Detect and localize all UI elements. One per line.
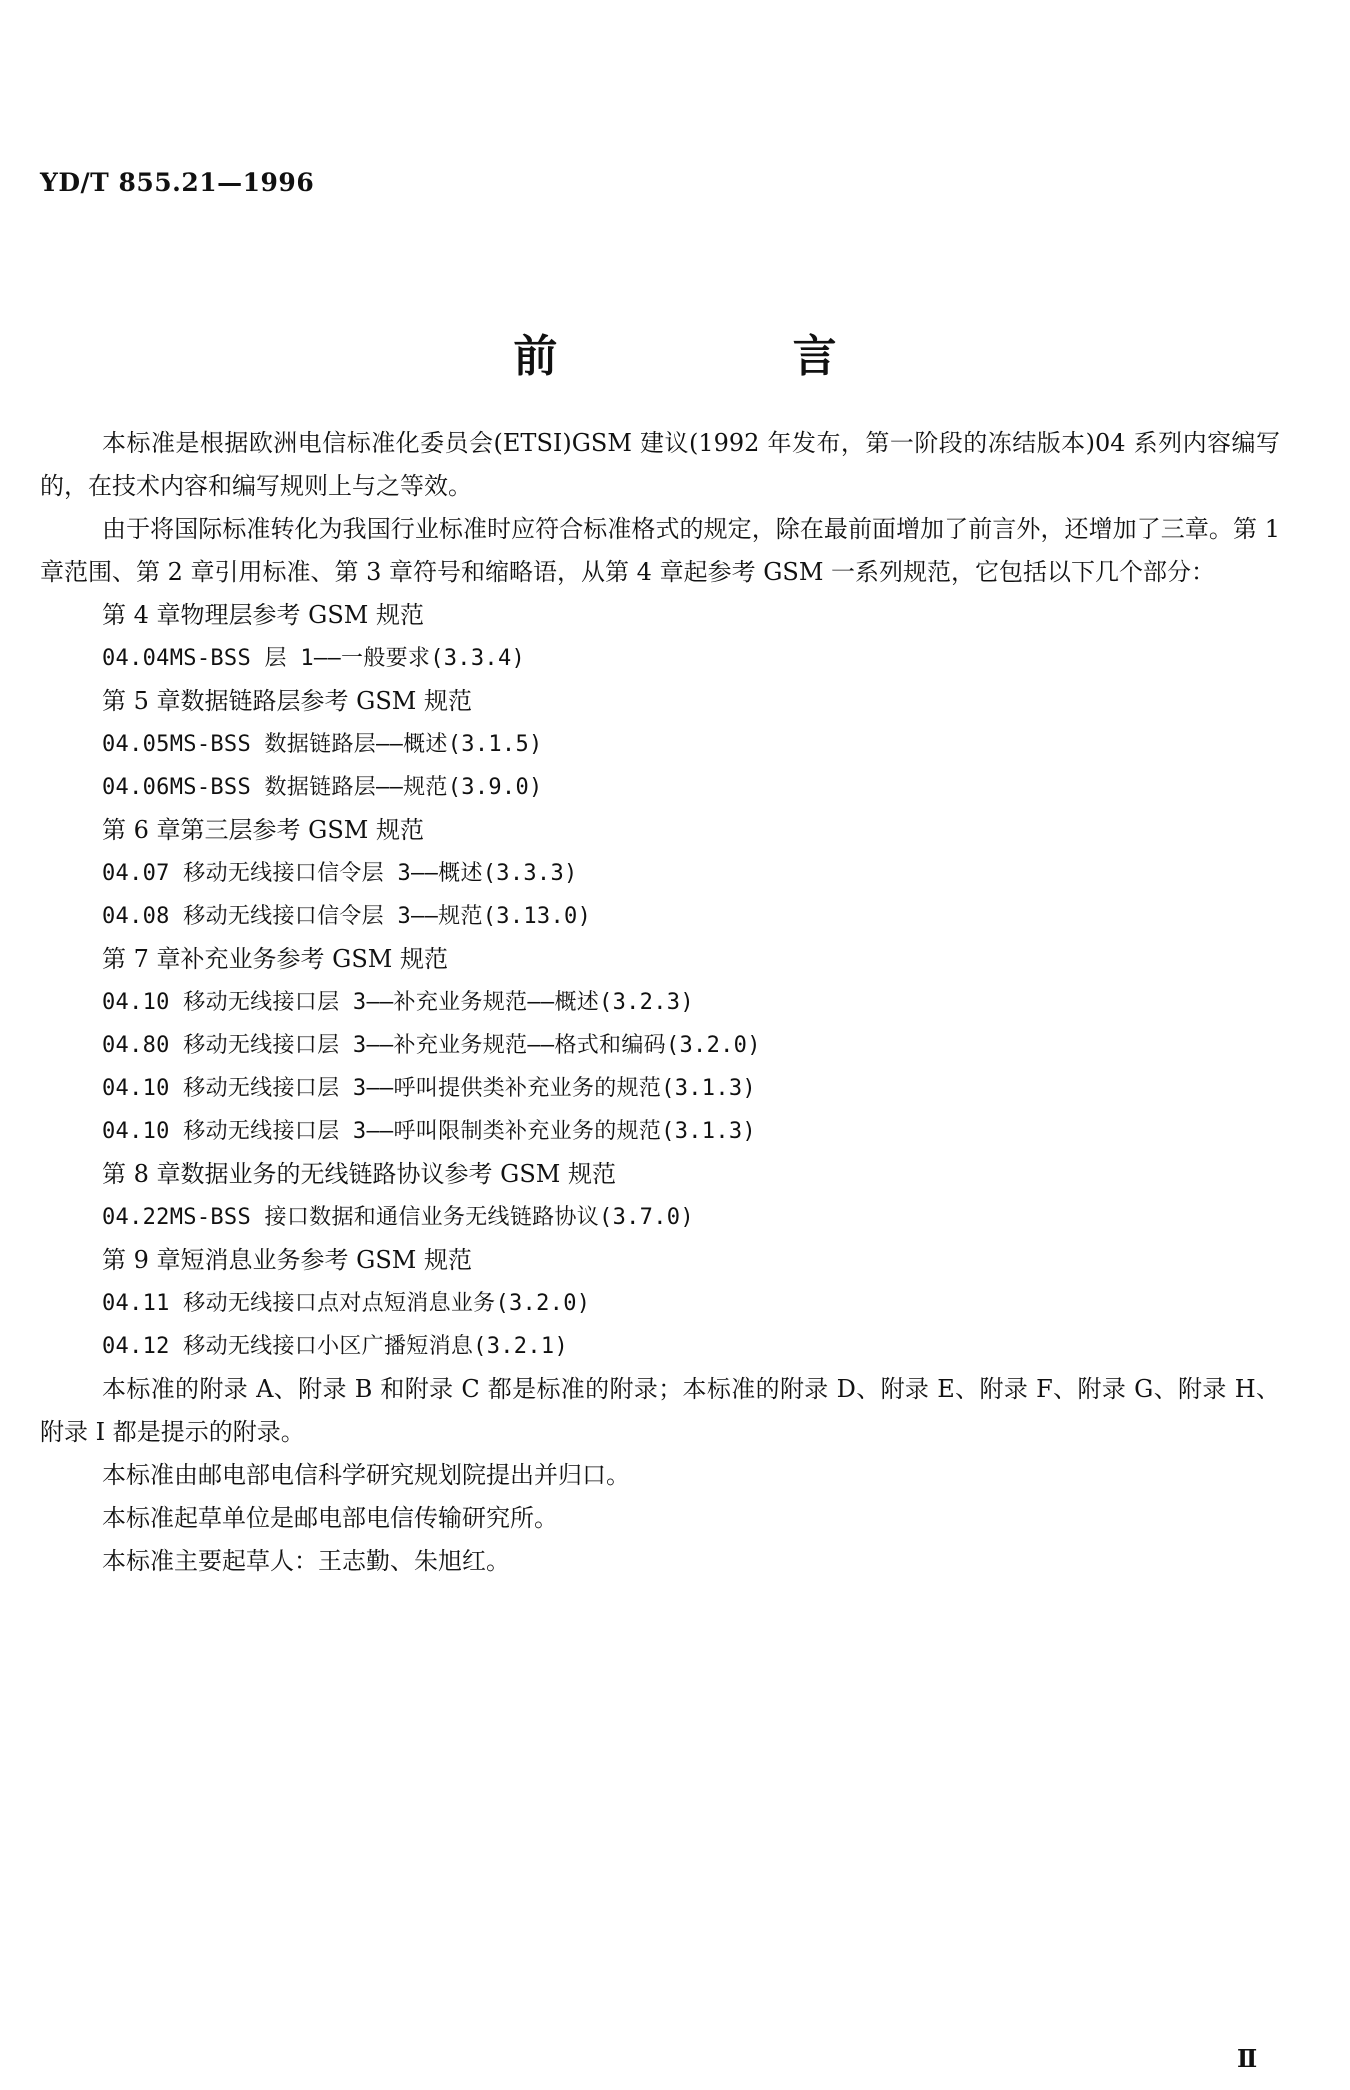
chapter-heading: 第 9 章短消息业务参考 GSM 规范 xyxy=(102,1246,472,1274)
paragraph-appendix-note: 本标准的附录 A、附录 B 和附录 C 都是标准的附录；本标准的附录 D、附录 E、附录 F、附录 G、附录 H、附录 I 都是提示的附录。 xyxy=(40,1375,1280,1446)
chapter-heading: 第 5 章数据链路层参考 GSM 规范 xyxy=(102,687,472,715)
foreword-body xyxy=(40,422,1280,1583)
spec-item: 04.10 移动无线接口层 3——呼叫提供类补充业务的规范(3.1.3) xyxy=(102,1076,756,1101)
spec-item: 04.05MS-BSS 数据链路层——概述(3.1.5) xyxy=(102,732,543,757)
spec-item: 04.04MS-BSS 层 1——一般要求(3.3.4) xyxy=(102,646,526,671)
spec-item: 04.10 移动无线接口层 3——补充业务规范——概述(3.2.3) xyxy=(102,990,694,1015)
paragraph-drafters: 本标准主要起草人：王志勤、朱旭红。 xyxy=(102,1547,510,1575)
chapter-list xyxy=(40,594,1280,1368)
paragraph-drafting-unit: 本标准起草单位是邮电部电信传输研究所。 xyxy=(102,1504,558,1532)
spec-item: 04.07 移动无线接口信令层 3——概述(3.3.3) xyxy=(102,861,578,886)
chapter-heading: 第 6 章第三层参考 GSM 规范 xyxy=(102,816,424,844)
spec-item: 04.10 移动无线接口层 3——呼叫限制类补充业务的规范(3.1.3) xyxy=(102,1119,756,1144)
spec-item: 04.12 移动无线接口小区广播短消息(3.2.1) xyxy=(102,1334,568,1359)
chapter-heading: 第 7 章补充业务参考 GSM 规范 xyxy=(102,945,448,973)
paragraph-basis: 本标准是根据欧洲电信标准化委员会(ETSI)GSM 建议(1992 年发布，第一阶段的冻结版本)04 系列内容编写的，在技术内容和编写规则上与之等效。 xyxy=(40,429,1280,500)
paragraph-structure: 由于将国际标准转化为我国行业标准时应符合标准格式的规定，除在最前面增加了前言外，还增加了三章。第 1 章范围、第 2 章引用标准、第 3 章符号和缩略语，从第 4 章起参考 GSM 一系列规范，它包括以下几个部分： xyxy=(40,515,1280,586)
spec-item: 04.06MS-BSS 数据链路层——规范(3.9.0) xyxy=(102,775,543,800)
chapter-heading: 第 4 章物理层参考 GSM 规范 xyxy=(102,601,424,629)
page-number: Ⅱ xyxy=(1237,2044,1258,2073)
spec-item: 04.08 移动无线接口信令层 3——规范(3.13.0) xyxy=(102,904,592,929)
spec-item: 04.22MS-BSS 接口数据和通信业务无线链路协议(3.7.0) xyxy=(102,1205,694,1230)
spec-item: 04.11 移动无线接口点对点短消息业务(3.2.0) xyxy=(102,1291,591,1316)
document-code: YD/T 855.21—1996 xyxy=(40,168,315,197)
page-title: 前 言 xyxy=(513,331,947,382)
spec-item: 04.80 移动无线接口层 3——补充业务规范——格式和编码(3.2.0) xyxy=(102,1033,761,1058)
paragraph-proposer: 本标准由邮电部电信科学研究规划院提出并归口。 xyxy=(102,1461,630,1489)
chapter-heading: 第 8 章数据业务的无线链路协议参考 GSM 规范 xyxy=(102,1160,616,1188)
